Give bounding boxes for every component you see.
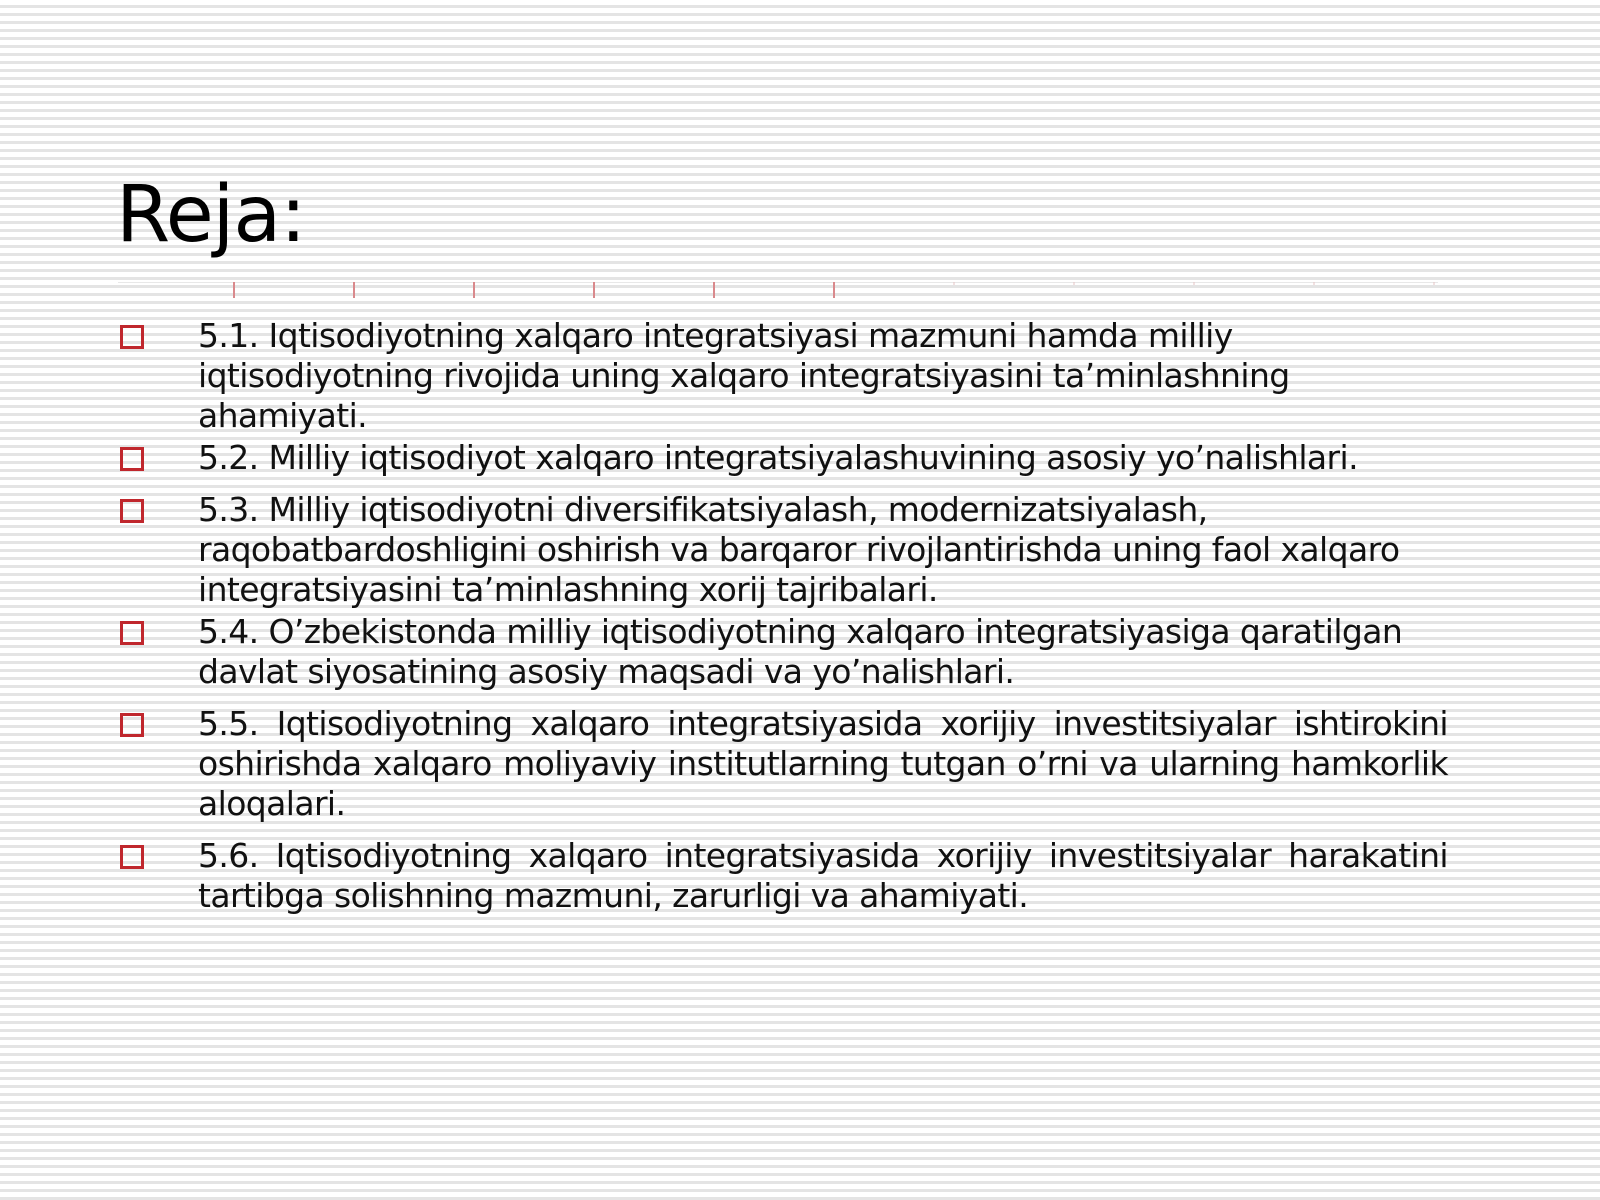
hollow-square-icon [120, 621, 144, 645]
list-item-text: 5.5. Iqtisodiyotning xalqaro integratsiyasida xorijiy investitsiyalar ishtirokini oshirishda xalqaro moliyaviy institutlarning tutgan o’rni va ularning hamkorlik aloqalari. [198, 704, 1448, 823]
agenda-list [118, 316, 1448, 916]
hollow-square-icon [120, 713, 144, 737]
hollow-square-icon [120, 845, 144, 869]
list-item-text: 5.3. Milliy iqtisodiyotni diversifikatsiyalash, modernizatsiyalash, raqobatbardoshligini oshirish va barqaror rivojlantirishda uning faol xalqaro integratsiyasini ta’minlashning xorij tajribalari. [198, 490, 1400, 609]
hollow-square-icon [120, 499, 144, 523]
list-item [118, 438, 1448, 478]
list-item-text: 5.6. Iqtisodiyotning xalqaro integratsiyasida xorijiy investitsiyalar harakatini tartibga solishning mazmuni, zarurligi va ahamiyati. [198, 836, 1448, 915]
list-item [118, 704, 1448, 824]
list-item-text: 5.4. O’zbekistonda milliy iqtisodiyotning xalqaro integratsiyasiga qaratilgan davlat siyosatining asosiy maqsadi va yo’nalishlari. [198, 612, 1403, 691]
title-divider [118, 282, 1438, 304]
hollow-square-icon [120, 447, 144, 471]
list-item [118, 316, 1448, 436]
list-item [118, 490, 1448, 610]
list-item [118, 612, 1448, 692]
list-item-text: 5.1. Iqtisodiyotning xalqaro integratsiyasi mazmuni hamda milliy iqtisodiyotning rivojida uning xalqaro integratsiyasini ta’minlashning ahamiyati. [198, 316, 1290, 435]
list-item [118, 836, 1448, 916]
hollow-square-icon [120, 325, 144, 349]
list-item-text: 5.2. Milliy iqtisodiyot xalqaro integratsiyalashuvining asosiy yo’nalishlari. [198, 438, 1358, 477]
slide-title: Reja: [116, 170, 306, 260]
